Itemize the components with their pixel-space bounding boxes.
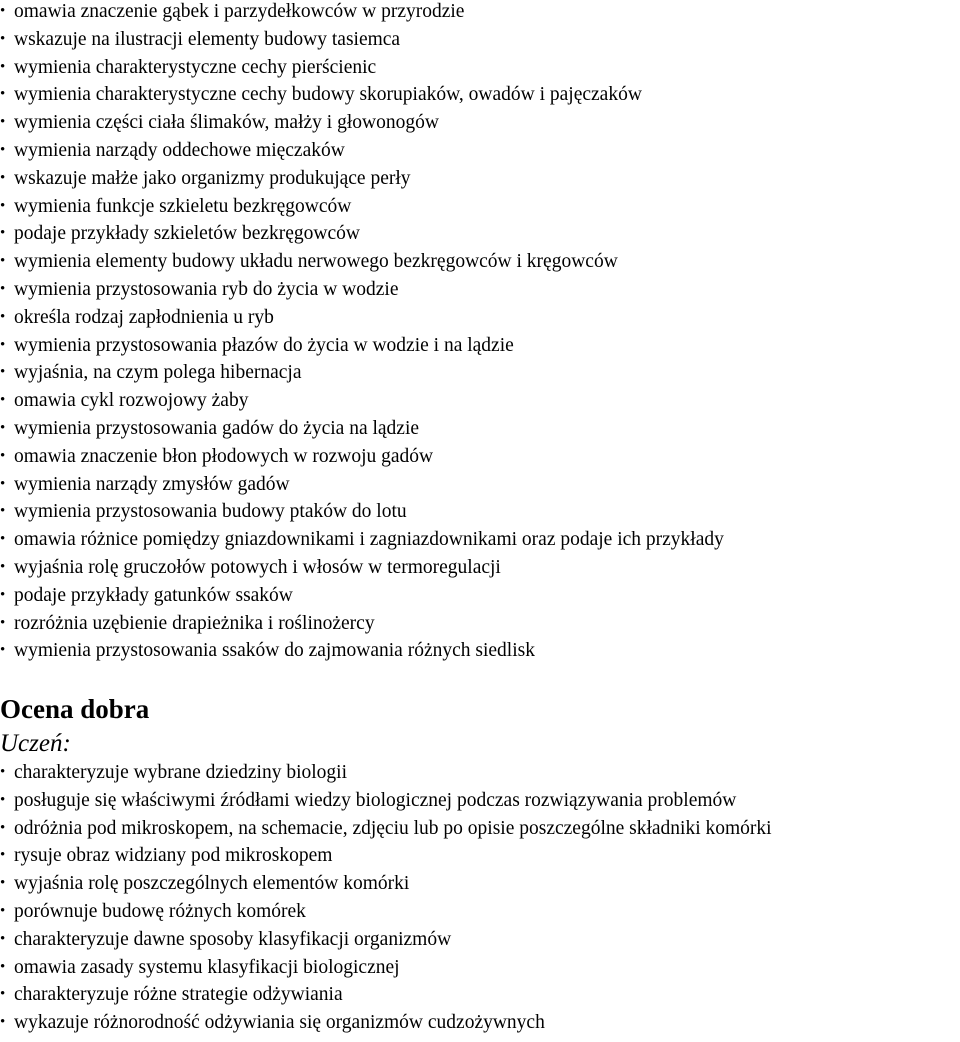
list-item-text: wyjaśnia rolę gruczołów potowych i włosów w termoregulacji: [14, 556, 501, 578]
list-item: [0, 498, 724, 526]
bullet-icon: •: [0, 847, 6, 864]
list-item: [0, 954, 772, 982]
bullet-icon: •: [0, 280, 6, 297]
list-item-text: omawia znaczenie gąbek i parzydełkowców w przyrodzie: [14, 1, 465, 22]
list-item-text: podaje przykłady szkieletów bezkręgowców: [14, 223, 360, 245]
list-item: [0, 276, 724, 304]
list-item: [0, 582, 724, 610]
list-item: [0, 137, 724, 165]
list-item: [0, 165, 724, 193]
section-heading: Ocena dobra: [0, 694, 150, 724]
bullet-icon: •: [0, 475, 6, 492]
bullet-icon: •: [0, 586, 6, 603]
list-item-text: omawia zasady systemu klasyfikacji biologicznej: [14, 956, 400, 978]
bullet-icon: •: [0, 447, 6, 464]
bullet-icon: •: [0, 614, 6, 631]
list-item-text: wymienia charakterystyczne cechy pierścienic: [14, 56, 377, 78]
bullet-icon: •: [0, 503, 6, 520]
bullet-icon: •: [0, 197, 6, 214]
list-item: [0, 842, 772, 870]
list-item-text: omawia znaczenie błon płodowych w rozwoju gadów: [14, 445, 434, 467]
bullet-icon: •: [0, 875, 6, 892]
list-item: [0, 981, 772, 1009]
list-item-text: odróżnia pod mikroskopem, na schemacie, zdjęciu lub po opisie poszczególne składniki komórki: [14, 817, 772, 839]
list-item-text: wymienia przystosowania gadów do życia na lądzie: [14, 417, 420, 439]
bullet-icon: •: [0, 531, 6, 548]
list-item-text: podaje przykłady gatunków ssaków: [14, 584, 293, 606]
list-item-text: określa rodzaj zapłodnienia u ryb: [14, 306, 274, 328]
bullet-icon: •: [0, 114, 6, 131]
list-item: [0, 926, 772, 954]
list-item: [0, 898, 772, 926]
bullet-icon: •: [0, 169, 6, 186]
bullet-icon: •: [0, 58, 6, 75]
list-item-text: wymienia części ciała ślimaków, małży i głowonogów: [14, 112, 439, 134]
bullet-icon: •: [0, 253, 6, 270]
list-item: [0, 759, 772, 787]
list-item: [0, 109, 724, 137]
bullet-icon: •: [0, 1014, 6, 1031]
bullet-icon: •: [0, 141, 6, 158]
list-item-text: rozróżnia uzębienie drapieżnika i roślinożercy: [14, 612, 375, 634]
bullet-icon: •: [0, 86, 6, 103]
bullet-icon: •: [0, 791, 6, 808]
list-item: [0, 332, 724, 360]
list-item-text: wyjaśnia, na czym polega hibernacja: [14, 362, 302, 384]
list-item-text: wymienia przystosowania płazów do życia w wodzie i na lądzie: [14, 334, 514, 356]
list-item: [0, 870, 772, 898]
list-item-text: wyjaśnia rolę poszczególnych elementów komórki: [14, 873, 410, 895]
bullet-icon: •: [0, 3, 6, 19]
bullet-icon: •: [0, 364, 6, 381]
list-item: [0, 248, 724, 276]
list-item-text: wymienia przystosowania ryb do życia w wodzie: [14, 278, 399, 300]
list-item-text: wymienia narządy oddechowe mięczaków: [14, 139, 345, 161]
requirements-list-top: [0, 0, 724, 665]
list-item-text: porównuje budowę różnych komórek: [14, 900, 306, 922]
list-item: [0, 387, 724, 415]
list-item: [0, 443, 724, 471]
bullet-icon: •: [0, 902, 6, 919]
bullet-icon: •: [0, 958, 6, 975]
section-subheading: Uczeń:: [0, 730, 71, 757]
list-item: [0, 787, 772, 815]
bullet-icon: •: [0, 225, 6, 242]
list-item: [0, 220, 724, 248]
bullet-icon: •: [0, 419, 6, 436]
bullet-icon: •: [0, 336, 6, 353]
bullet-icon: •: [0, 30, 6, 47]
list-item: [0, 193, 724, 221]
list-item-text: wymienia elementy budowy układu nerwowego bezkręgowców i kręgowców: [14, 251, 618, 273]
bullet-icon: •: [0, 558, 6, 575]
list-item: [0, 54, 724, 82]
list-item-text: wymienia funkcje szkieletu bezkręgowców: [14, 195, 352, 217]
list-item: [0, 637, 724, 665]
list-item: [0, 526, 724, 554]
list-item: [0, 81, 724, 109]
list-item-text: wymienia narządy zmysłów gadów: [14, 473, 290, 495]
bullet-icon: •: [0, 819, 6, 836]
list-item-text: charakteryzuje dawne sposoby klasyfikacji organizmów: [14, 928, 452, 950]
list-item-text: charakteryzuje różne strategie odżywiania: [14, 984, 343, 1006]
list-item-text: omawia różnice pomiędzy gniazdownikami i zagniazdownikami oraz podaje ich przykłady: [14, 529, 724, 551]
list-item-text: posługuje się właściwymi źródłami wiedzy biologicznej podczas rozwiązywania problemów: [14, 789, 737, 811]
list-item-text: wymienia przystosowania budowy ptaków do lotu: [14, 501, 407, 523]
list-item: [0, 26, 724, 54]
list-item-text: charakteryzuje wybrane dziedziny biologii: [14, 762, 347, 783]
requirements-list-bottom: [0, 759, 772, 1037]
list-item: [0, 0, 724, 26]
list-item-text: omawia cykl rozwojowy żaby: [14, 390, 249, 412]
list-item-text: rysuje obraz widziany pod mikroskopem: [14, 845, 333, 867]
list-item-text: wymienia przystosowania ssaków do zajmowania różnych siedlisk: [14, 640, 535, 662]
list-item: [0, 304, 724, 332]
list-item-text: wymienia charakterystyczne cechy budowy skorupiaków, owadów i pajęczaków: [14, 84, 642, 106]
list-item: [0, 815, 772, 843]
bullet-icon: •: [0, 308, 6, 325]
list-item: [0, 610, 724, 638]
list-item-text: wskazuje małże jako organizmy produkujące perły: [14, 167, 411, 189]
list-item: [0, 415, 724, 443]
list-item: [0, 1009, 772, 1037]
list-item: [0, 554, 724, 582]
bullet-icon: •: [0, 930, 6, 947]
list-item: [0, 471, 724, 499]
bullet-icon: •: [0, 986, 6, 1003]
list-item: [0, 359, 724, 387]
bullet-icon: •: [0, 764, 6, 780]
bullet-icon: •: [0, 642, 6, 659]
list-item-text: wykazuje różnorodność odżywiania się organizmów cudzożywnych: [14, 1012, 545, 1034]
bullet-icon: •: [0, 392, 6, 409]
list-item-text: wskazuje na ilustracji elementy budowy tasiemca: [14, 28, 401, 50]
